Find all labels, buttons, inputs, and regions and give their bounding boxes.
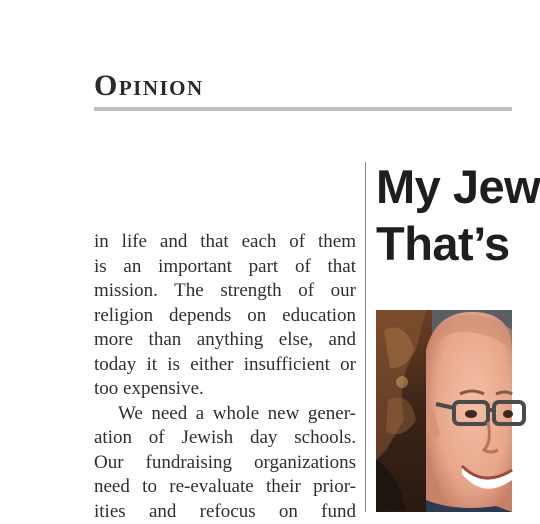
body-line: religion depends on education xyxy=(94,304,356,329)
body-line: is an important part of that xyxy=(94,255,356,280)
body-line: need to re-evaluate their prior- xyxy=(94,475,356,500)
body-line: Our fundraising organizations xyxy=(94,451,356,476)
body-line: ities and refocus on fund xyxy=(94,500,356,524)
headline-line-1: My Jew xyxy=(376,158,540,215)
column-divider xyxy=(365,162,366,512)
article-body-column xyxy=(94,230,356,524)
body-line: ation of Jewish day schools. xyxy=(94,426,356,451)
section-divider xyxy=(94,107,512,111)
headline-line-2: That’s xyxy=(376,215,540,272)
author-portrait-image xyxy=(376,310,512,512)
section-header: Opinion xyxy=(94,66,204,106)
body-line: in life and that each of them xyxy=(94,230,356,255)
author-photo xyxy=(376,310,512,512)
body-line: too expensive. xyxy=(94,377,356,402)
body-line: mission. The strength of our xyxy=(94,279,356,304)
body-line: more than anything else, and xyxy=(94,328,356,353)
article-headline xyxy=(376,158,540,272)
body-line: We need a whole new gener- xyxy=(94,402,356,427)
body-line: today it is either insufficient or xyxy=(94,353,356,378)
